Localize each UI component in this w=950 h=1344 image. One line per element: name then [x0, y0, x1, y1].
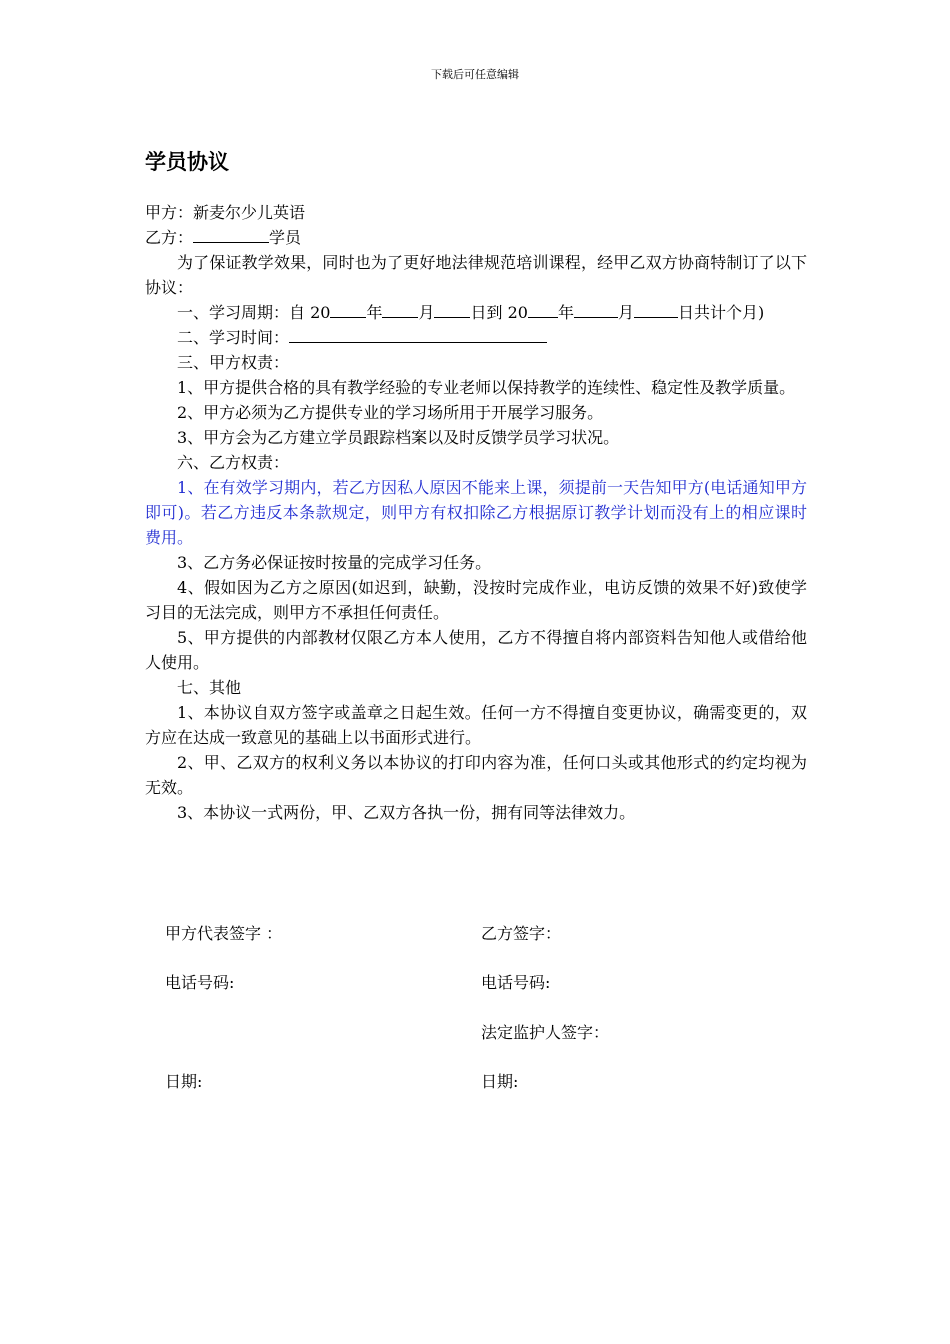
a-item-2: 2、甲方必须为乙方提供专业的学习场所用于开展学习服务。	[177, 403, 604, 422]
study-time-label: 二、学习时间：	[177, 328, 290, 347]
b-item-4: 4、假如因为乙方之原因(如迟到，缺勤，没按时完成作业，电访反馈的效果不好)致使学习目的无法完成，则甲方不承担任何责任。	[145, 578, 807, 622]
document-title: 学员协议	[145, 150, 229, 174]
page-header: 下载后可任意编辑	[431, 68, 519, 81]
party-a-phone: 电话号码:	[165, 973, 235, 992]
a-item-1: 1、甲方提供合格的具有教学经验的专业老师以保持教学的连续性、稳定性及教学质量。	[177, 378, 796, 397]
party-b-suffix: 学员	[269, 228, 302, 247]
year2-blank	[528, 300, 558, 318]
day2-blank	[634, 300, 678, 318]
party-b-prefix: 乙方：	[145, 228, 194, 247]
b-item-5: 5、甲方提供的内部教材仅限乙方本人使用，乙方不得擅自将内部资料告知他人或借给他人使用。	[145, 628, 807, 672]
party-a-date: 日期:	[165, 1072, 203, 1091]
period-end: 个月)	[725, 303, 765, 322]
party-b-phone: 电话号码:	[481, 973, 551, 992]
study-period-line	[145, 300, 807, 325]
other-item-3: 3、本协议一式两份，甲、乙双方各执一份，拥有同等法律效力。	[177, 803, 636, 822]
intro-paragraph: 为了保证教学效果，同时也为了更好地法律规范培训课程，经甲乙双方协商特制订了以下协议：	[145, 253, 807, 297]
day1-blank	[434, 300, 470, 318]
period-prefix: 一、学习周期：自 20	[177, 303, 331, 322]
other-item-2: 2、甲、乙双方的权利义务以本协议的打印内容为准，任何口头或其他形式的约定均视为无效。	[145, 753, 807, 797]
year1-label: 年	[366, 303, 383, 322]
party-b-blank	[193, 225, 269, 243]
party-b-line	[145, 225, 807, 250]
month1-label: 月	[418, 303, 435, 322]
year2-label: 年	[557, 303, 574, 322]
party-b-signature: 乙方签字：	[481, 924, 562, 943]
a-item-3: 3、甲方会为乙方建立学员跟踪档案以及时反馈学员学习状况。	[177, 428, 620, 447]
party-b-date: 日期:	[481, 1072, 519, 1091]
other-item-1: 1、本协议自双方签字或盖章之日起生效。任何一方不得擅自变更协议，确需变更的，双方应在达成一致意见的基础上以书面形式进行。	[145, 703, 807, 747]
year1-blank	[330, 300, 366, 318]
section-b-heading: 六、乙方权责：	[177, 453, 290, 472]
party-a-line: 甲方：新麦尔少儿英语	[145, 203, 306, 222]
month2-label: 月	[617, 303, 634, 322]
section-other-heading: 七、其他	[177, 678, 242, 697]
month1-blank	[382, 300, 418, 318]
day-total-label: 日共计	[677, 303, 726, 322]
month2-blank	[574, 300, 618, 318]
study-time-blank	[289, 325, 547, 343]
b-item-1-highlight: 1、在有效学习期内，若乙方因私人原因不能来上课，须提前一天告知甲方(电话通知甲方即可)。若乙方违反本条款规定，则甲方有权扣除乙方根据原订教学计划而没有上的相应课时费用。	[145, 478, 807, 547]
agreement-body	[145, 200, 807, 825]
study-time-line	[145, 325, 807, 350]
day-to-label: 日到 20	[470, 303, 528, 322]
b-item-3: 3、乙方务必保证按时按量的完成学习任务。	[177, 553, 492, 572]
guardian-signature: 法定监护人签字：	[481, 1023, 610, 1042]
section-a-heading: 三、甲方权责：	[177, 353, 290, 372]
party-a-rep-signature: 甲方代表签字 ：	[165, 924, 283, 943]
